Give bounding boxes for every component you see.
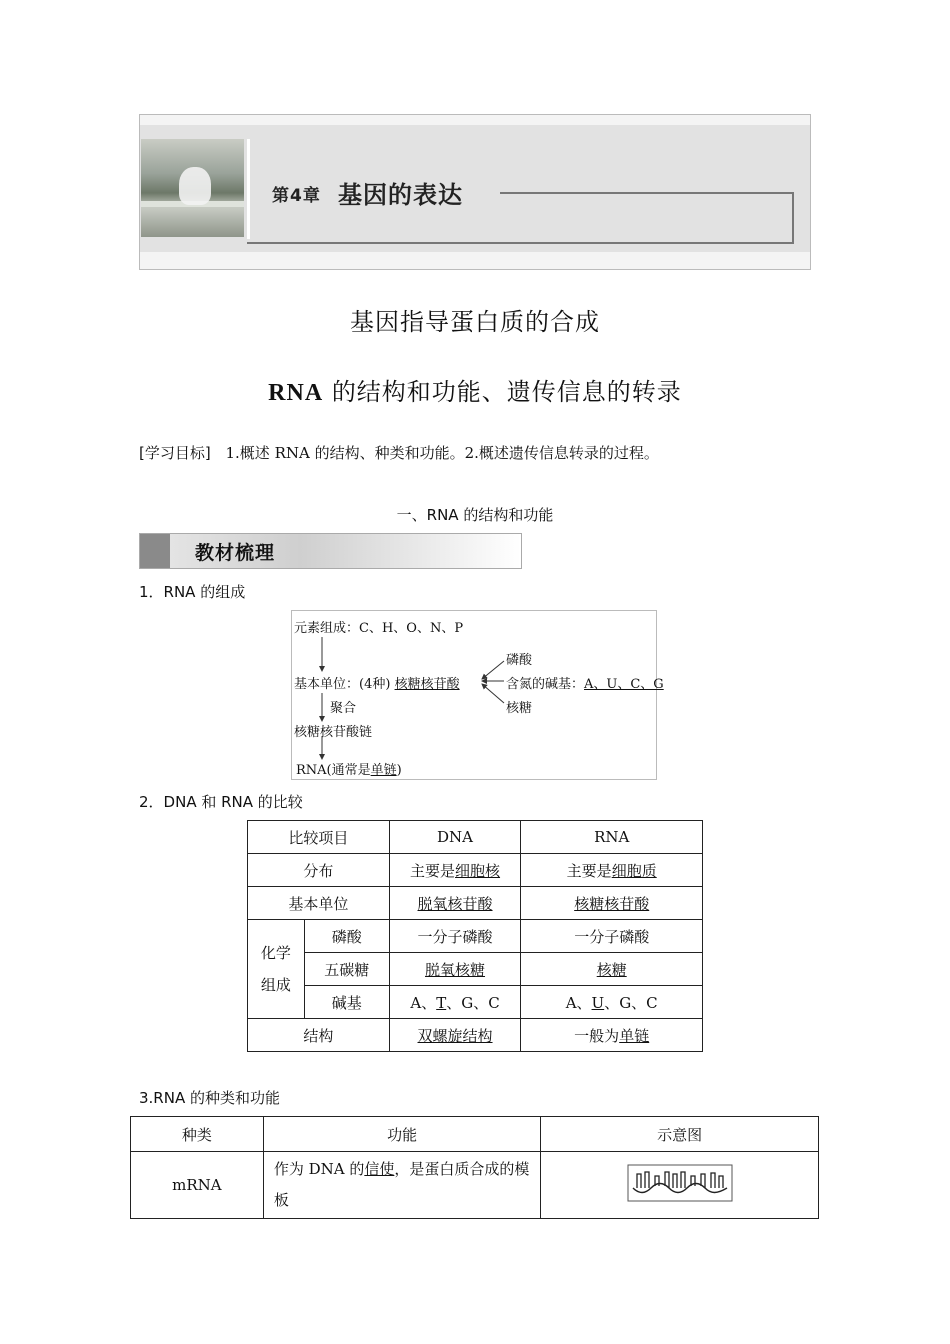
banner-divider	[247, 139, 250, 239]
chapter-number: 第4章	[272, 186, 321, 206]
banner-rule	[792, 192, 794, 243]
unit-prefix: 基本单位：(4种)	[294, 677, 391, 692]
type-cell: mRNA	[131, 1152, 264, 1219]
row-label: 五碳糖	[304, 953, 389, 986]
mrna-diagram-icon	[627, 1164, 733, 1202]
cell-prefix: 主要是	[566, 861, 612, 880]
elements-text: 元素组成：C、H、O、N、P	[294, 621, 464, 636]
cell-text: 作为 DNA 的	[273, 1160, 365, 1178]
cell-text: A、	[565, 993, 592, 1012]
table-cell	[521, 986, 703, 1019]
item2-title: 2．DNA 和 RNA 的比较	[139, 793, 303, 811]
subtitle-rest: 的结构和功能、遗传信息的转录	[331, 378, 682, 406]
cell-text: ，是蛋白质合成的模板	[273, 1160, 530, 1209]
cell-answer: 信使	[364, 1160, 395, 1178]
rna-composition-figure	[291, 610, 664, 780]
main-title: 基因指导蛋白质的合成	[350, 308, 600, 336]
learning-objectives	[139, 442, 659, 463]
table-row	[131, 1152, 819, 1219]
chapter-banner	[139, 114, 811, 270]
chem-group-label	[248, 920, 305, 1019]
header-cell: DNA	[389, 821, 521, 854]
table-cell: 一分子磷酸	[389, 920, 521, 953]
header-cell: 示意图	[541, 1117, 819, 1152]
unit-text	[294, 673, 460, 692]
table-row	[248, 986, 703, 1019]
section-heading: 一、RNA 的结构和功能	[396, 506, 554, 524]
table-cell	[389, 953, 521, 986]
table-cell	[389, 854, 521, 887]
banner-rule	[247, 242, 794, 244]
table-row	[248, 1019, 703, 1052]
cell-answer: 单链	[619, 1026, 650, 1045]
rna-suffix: )	[396, 763, 402, 778]
cell-answer: 核糖	[596, 960, 627, 979]
table-cell	[389, 986, 521, 1019]
section-tag-label: 教材梳理	[195, 542, 276, 564]
rna-types-table	[130, 1116, 819, 1219]
table-row	[248, 887, 703, 920]
horse-figure	[179, 167, 211, 205]
cell-answer: 细胞核	[455, 861, 501, 880]
diagram-cell	[541, 1152, 819, 1219]
header-cell: 功能	[263, 1117, 541, 1152]
dna-rna-compare-table	[247, 820, 703, 1052]
objectives-text: 1.概述 RNA 的结构、种类和功能。2.概述遗传信息转录的过程。	[225, 444, 659, 462]
base-text	[506, 673, 664, 692]
cell-answer: 脱氧核糖	[425, 960, 486, 979]
table-cell	[389, 887, 521, 920]
cell-answer: 脱氧核苷酸	[417, 894, 493, 913]
header-cell: 种类	[131, 1117, 264, 1152]
subtitle	[0, 372, 950, 407]
base-values: A、U、C、G	[584, 677, 664, 692]
table-cell	[521, 887, 703, 920]
figure-arrows	[292, 611, 656, 779]
table-header-row	[131, 1117, 819, 1152]
cell-answer: 细胞质	[611, 861, 657, 880]
function-cell	[263, 1152, 541, 1219]
banner-rule	[500, 192, 793, 194]
table-header-row	[248, 821, 703, 854]
table-cell	[521, 953, 703, 986]
phosphate-text: 磷酸	[506, 653, 533, 668]
objectives-label: [学习目标]	[139, 444, 211, 462]
row-label: 分布	[248, 854, 390, 887]
table-cell: 一分子磷酸	[521, 920, 703, 953]
table-row	[248, 854, 703, 887]
item1-title: 1．RNA 的组成	[139, 583, 246, 601]
cell-answer: 双螺旋结构	[417, 1026, 493, 1045]
cell-text: 、G、C	[446, 993, 500, 1012]
table-cell	[521, 854, 703, 887]
base-prefix: 含氮的碱基：	[506, 677, 585, 692]
chapter-title: 基因的表达	[338, 181, 463, 209]
table-row	[248, 953, 703, 986]
cell-prefix: 一般为	[574, 1026, 620, 1045]
row-label: 磷酸	[304, 920, 389, 953]
row-label: 基本单位	[248, 887, 390, 920]
row-label: 结构	[248, 1019, 390, 1052]
rna-text	[296, 759, 402, 778]
horse-photo	[141, 139, 244, 237]
table-cell	[521, 1019, 703, 1052]
cell-answer: T	[436, 993, 447, 1012]
header-cell: RNA	[521, 821, 703, 854]
table-cell	[389, 1019, 521, 1052]
chem-group-line: 组成	[260, 976, 291, 994]
subtitle-prefix: RNA	[268, 380, 324, 406]
table-row	[248, 920, 703, 953]
cell-text: A、	[410, 993, 437, 1012]
cell-text: 、G、C	[604, 993, 658, 1012]
cell-answer: 核糖核苷酸	[574, 894, 650, 913]
section-tag	[139, 533, 522, 569]
cell-prefix: 主要是	[410, 861, 456, 880]
chem-group-line: 化学	[260, 944, 291, 962]
sugar-text: 核糖	[506, 701, 533, 716]
header-cell: 比较项目	[248, 821, 390, 854]
cell-answer: U	[591, 993, 605, 1012]
polymerize-label: 聚合	[330, 701, 357, 716]
rna-prefix: RNA(通常是	[296, 763, 371, 778]
item3-title: 3.RNA 的种类和功能	[139, 1089, 280, 1107]
row-label: 碱基	[304, 986, 389, 1019]
unit-value: 核糖核苷酸	[394, 677, 460, 692]
rna-single: 单链	[370, 763, 397, 778]
chain-text: 核糖核苷酸链	[294, 725, 373, 740]
